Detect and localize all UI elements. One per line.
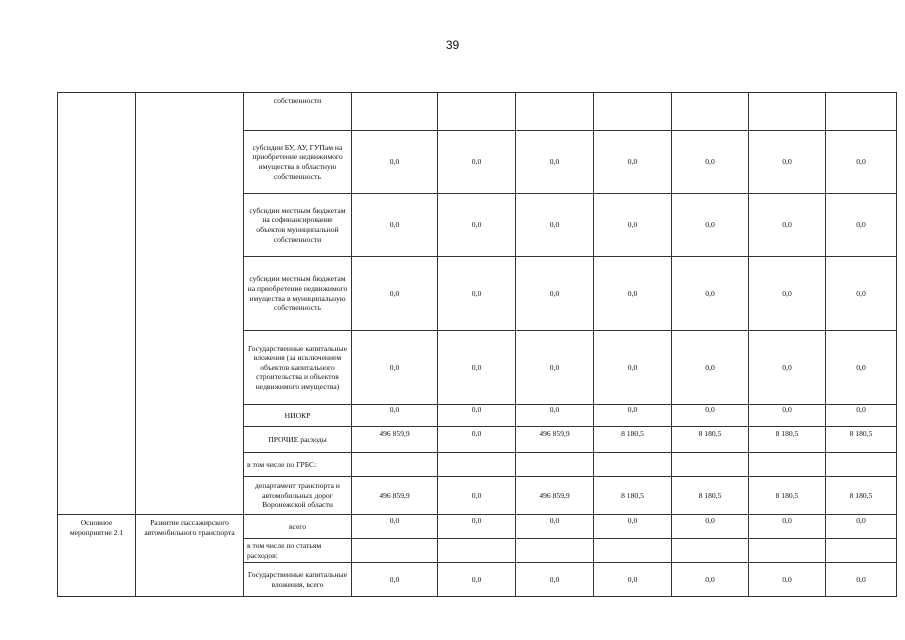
value-cell: 0,0: [516, 194, 594, 257]
value-text: 8 180,5: [849, 428, 873, 438]
value-cell: [594, 405, 672, 427]
value-cell: 0,0: [516, 257, 594, 331]
value-cell: [352, 93, 438, 131]
value-cell: [352, 427, 438, 453]
value-cell: [352, 515, 438, 539]
value-cell: [438, 539, 516, 563]
row-label: в том числе по статьям расходов:: [244, 539, 352, 563]
value-cell: [516, 453, 594, 477]
value-cell: [594, 539, 672, 563]
value-cell: 0,0: [352, 131, 438, 194]
row-label: всего: [244, 515, 352, 539]
value-cell: 0,0: [594, 563, 672, 597]
row-label: департамент транспорта и автомобильных дорог Воронежской области: [244, 477, 352, 515]
value-text: 0,0: [856, 515, 866, 525]
value-text: 496 859,9: [539, 428, 570, 438]
value-cell: 0,0: [749, 563, 826, 597]
value-cell: 0,0: [352, 194, 438, 257]
value-cell: [594, 515, 672, 539]
value-cell: [438, 453, 516, 477]
value-cell: 0,0: [352, 331, 438, 405]
value-cell: [749, 453, 826, 477]
value-cell: [672, 427, 749, 453]
value-cell: [826, 515, 897, 539]
row-label: НИОКР: [244, 405, 352, 427]
value-cell: [826, 405, 897, 427]
value-cell: 496 859,9: [352, 477, 438, 515]
value-cell: 0,0: [672, 131, 749, 194]
value-cell: [672, 93, 749, 131]
value-cell: 0,0: [516, 331, 594, 405]
value-text: 0,0: [782, 515, 792, 525]
value-cell: 8 180,5: [749, 477, 826, 515]
value-cell: 0,0: [826, 131, 897, 194]
value-cell: [826, 427, 897, 453]
value-cell: [672, 405, 749, 427]
value-cell: [749, 515, 826, 539]
budget-table: [57, 92, 897, 597]
value-cell: 0,0: [594, 257, 672, 331]
value-text: 8 180,5: [698, 428, 722, 438]
value-cell: [438, 405, 516, 427]
value-cell: [516, 405, 594, 427]
value-cell: [516, 515, 594, 539]
value-cell: 0,0: [352, 257, 438, 331]
value-cell: 0,0: [672, 194, 749, 257]
value-cell: [826, 453, 897, 477]
value-cell: [749, 427, 826, 453]
row-label: в том числе по ГРБС:: [244, 453, 352, 477]
value-cell: [516, 93, 594, 131]
value-text: 0,0: [471, 404, 482, 414]
value-cell: 0,0: [438, 194, 516, 257]
value-cell: [749, 93, 826, 131]
value-cell: [672, 539, 749, 563]
table-row: [58, 93, 897, 131]
row-label: Государственные капитальные вложения (за исключением объектов капитального строительства и объектов недвижимого имущества): [244, 331, 352, 405]
value-cell: [516, 427, 594, 453]
value-cell: [594, 453, 672, 477]
value-cell: 0,0: [749, 257, 826, 331]
value-cell: 0,0: [352, 563, 438, 597]
value-cell: 0,0: [594, 131, 672, 194]
value-cell: [672, 453, 749, 477]
value-cell: [352, 453, 438, 477]
value-text: 0,0: [549, 404, 560, 414]
value-cell: [594, 427, 672, 453]
row-label: субсидии БУ, АУ, ГУПам на приобретение недвижимого имущества в областную собственность: [244, 131, 352, 194]
value-cell: [749, 405, 826, 427]
value-cell: 0,0: [749, 331, 826, 405]
value-cell: 0,0: [826, 563, 897, 597]
value-cell: [352, 405, 438, 427]
value-text: 0,0: [705, 404, 715, 414]
row-label: субсидии местным бюджетам на приобретение недвижимого имущества в муниципальную собственность: [244, 257, 352, 331]
value-cell: [749, 539, 826, 563]
value-cell: [516, 539, 594, 563]
page-number: 39: [445, 38, 460, 52]
value-text: 0,0: [549, 515, 560, 525]
value-cell: 0,0: [826, 257, 897, 331]
value-cell: 0,0: [438, 477, 516, 515]
value-text: 8 180,5: [775, 428, 799, 438]
value-cell: 0,0: [749, 131, 826, 194]
value-text: 0,0: [782, 404, 792, 414]
value-cell: 8 180,5: [594, 477, 672, 515]
value-cell: [352, 539, 438, 563]
value-cell: [438, 515, 516, 539]
value-text: 8 180,5: [621, 428, 644, 438]
value-cell: 8 180,5: [672, 477, 749, 515]
value-text: 0,0: [389, 515, 400, 525]
row-label: ПРОЧИЕ расходы: [244, 427, 352, 453]
value-text: 496 859,9: [379, 428, 410, 438]
value-cell: 0,0: [438, 331, 516, 405]
value-cell: 0,0: [438, 563, 516, 597]
value-text: 0,0: [856, 404, 866, 414]
row-label: Государственные капитальные вложения, всего: [244, 563, 352, 597]
row-label: субсидии местным бюджетам на софинансирование объектов муниципальной собственности: [244, 194, 352, 257]
value-cell: 0,0: [672, 563, 749, 597]
value-text: 0,0: [627, 515, 638, 525]
value-cell: 0,0: [826, 331, 897, 405]
row-label: собственности: [244, 93, 352, 131]
value-cell: 0,0: [749, 194, 826, 257]
value-text: 0,0: [627, 404, 638, 414]
value-text: 0,0: [471, 515, 482, 525]
value-cell: 0,0: [438, 257, 516, 331]
value-cell: 0,0: [672, 257, 749, 331]
value-cell: [438, 93, 516, 131]
value-cell: 8 180,5: [826, 477, 897, 515]
value-cell: 0,0: [438, 131, 516, 194]
value-cell: [826, 539, 897, 563]
table-row: [58, 515, 897, 539]
name-cell: Развитие пассажирского автомобильного транспорта: [136, 515, 244, 597]
value-cell: 0,0: [516, 131, 594, 194]
value-cell: [438, 427, 516, 453]
value-cell: [594, 93, 672, 131]
value-cell: 0,0: [594, 331, 672, 405]
status-cell-empty: [58, 93, 136, 515]
value-cell: [672, 515, 749, 539]
value-text: 0,0: [389, 404, 400, 414]
value-text: 0,0: [705, 515, 715, 525]
value-text: 0,0: [471, 428, 482, 438]
value-cell: 0,0: [826, 194, 897, 257]
value-cell: 0,0: [594, 194, 672, 257]
value-cell: [826, 93, 897, 131]
status-cell: Основное мероприятие 2.1: [58, 515, 136, 597]
value-cell: 0,0: [516, 563, 594, 597]
value-cell: 0,0: [672, 331, 749, 405]
value-cell: 496 859,9: [516, 477, 594, 515]
name-cell-empty: [136, 93, 244, 515]
